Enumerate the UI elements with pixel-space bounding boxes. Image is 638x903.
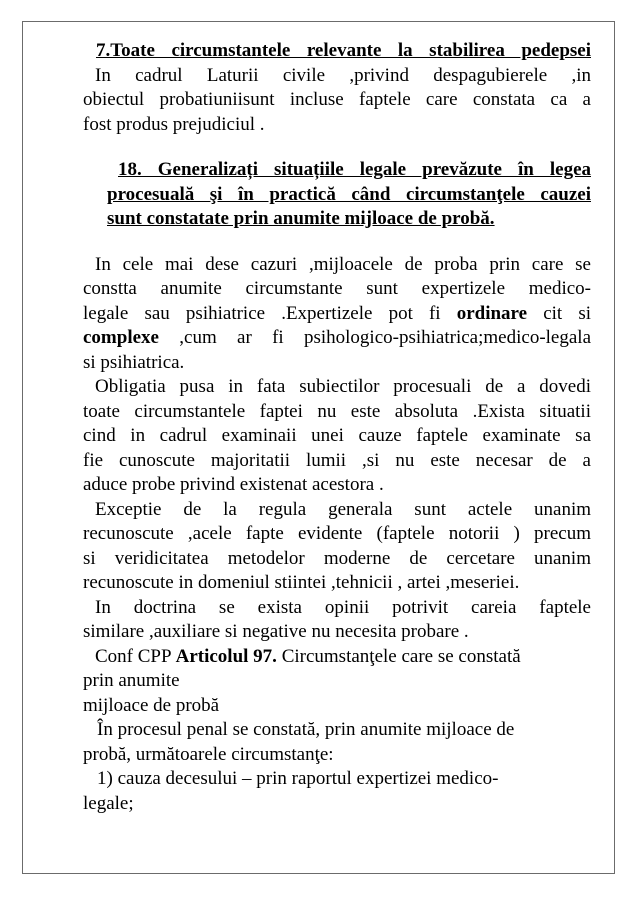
document-body: [83, 39, 591, 816]
article-line: legale;: [83, 792, 134, 814]
article-title-line: [83, 645, 591, 670]
paragraph-line: si psihiatrica.: [83, 351, 185, 373]
article-number: Articolul 97.: [175, 645, 277, 667]
paragraph-line: [83, 326, 591, 351]
paragraph-line: fie cunoscute majoritatii lumii ,si nu este necesar de a: [83, 449, 591, 471]
article-line: În procesul penal se constată, prin anumite mijloace de: [97, 719, 515, 740]
article-line: 1) cauza decesului – prin raportul expertizei medico-: [97, 768, 499, 789]
text-run: Conf CPP: [95, 645, 176, 667]
text-run: Circumstanţele care se constată: [276, 645, 521, 667]
paragraph-line: recunoscute in domeniul stiintei ,tehnicii , artei ,meseriei.: [83, 572, 520, 593]
text-run: ,cum ar fi psihologico-psihiatrica;medico-legala: [158, 327, 591, 348]
bold-term-complexe: complexe: [83, 327, 159, 348]
paragraph-line: si veridicitatea metodelor moderne de cercetare unanim: [83, 547, 591, 569]
text-run: cit si: [527, 302, 591, 324]
text-run: legale sau psihiatrice .Expertizele pot fi: [83, 302, 457, 324]
paragraph-line: toate circumstantele faptei nu este absoluta .Exista situatii: [83, 400, 591, 422]
article-line: prin anumite: [83, 670, 180, 691]
bold-term-ordinare: ordinare: [456, 302, 528, 324]
paragraph-line: [83, 302, 591, 327]
article-line: mijloace de probă: [83, 694, 220, 716]
paragraph-line: Exceptie de la regula generala sunt actele unanim: [95, 498, 591, 520]
heading-line: 18. Generalizați situațiile legale prevăzute în legea: [118, 159, 591, 180]
section-18-heading: [83, 158, 591, 232]
section-7-line: fost produs prejudiciul .: [83, 113, 265, 135]
paragraph-line: In doctrina se exista opinii potrivit careia faptele: [95, 596, 591, 618]
paragraph-line: constta anumite circumstante sunt expertizele medico-: [83, 278, 591, 299]
section-7-line: In cadrul Laturii civile ,privind despagubierele ,in: [95, 64, 591, 86]
section-7-title: 7.Toate circumstantele relevante la stabilirea pedepsei: [96, 40, 591, 61]
paragraph-line: Obligatia pusa in fata subiectilor procesuali de a dovedi: [95, 376, 591, 397]
paragraph-line: cind in cadrul examinaii unei cauze faptele examinate sa: [83, 425, 591, 446]
paragraph-line: In cele mai dese cazuri ,mijloacele de proba prin care se: [95, 253, 591, 275]
paragraph-line: aduce probe privind existenat acestora .: [83, 474, 384, 495]
heading-line: sunt constatate prin anumite mijloace de probă.: [107, 208, 495, 229]
heading-line: procesuală şi în practică când circumstanţele cauzei: [107, 183, 591, 205]
paragraph-line: similare ,auxiliare si negative nu necesita probare .: [83, 621, 469, 642]
article-line: probă, următoarele circumstanţe:: [83, 743, 334, 765]
section-7-line: obiectul probatiuniisunt incluse faptele care constata ca a: [83, 89, 591, 110]
paragraph-line: recunoscute ,acele fapte evidente (faptele notorii ) precum: [83, 523, 591, 544]
